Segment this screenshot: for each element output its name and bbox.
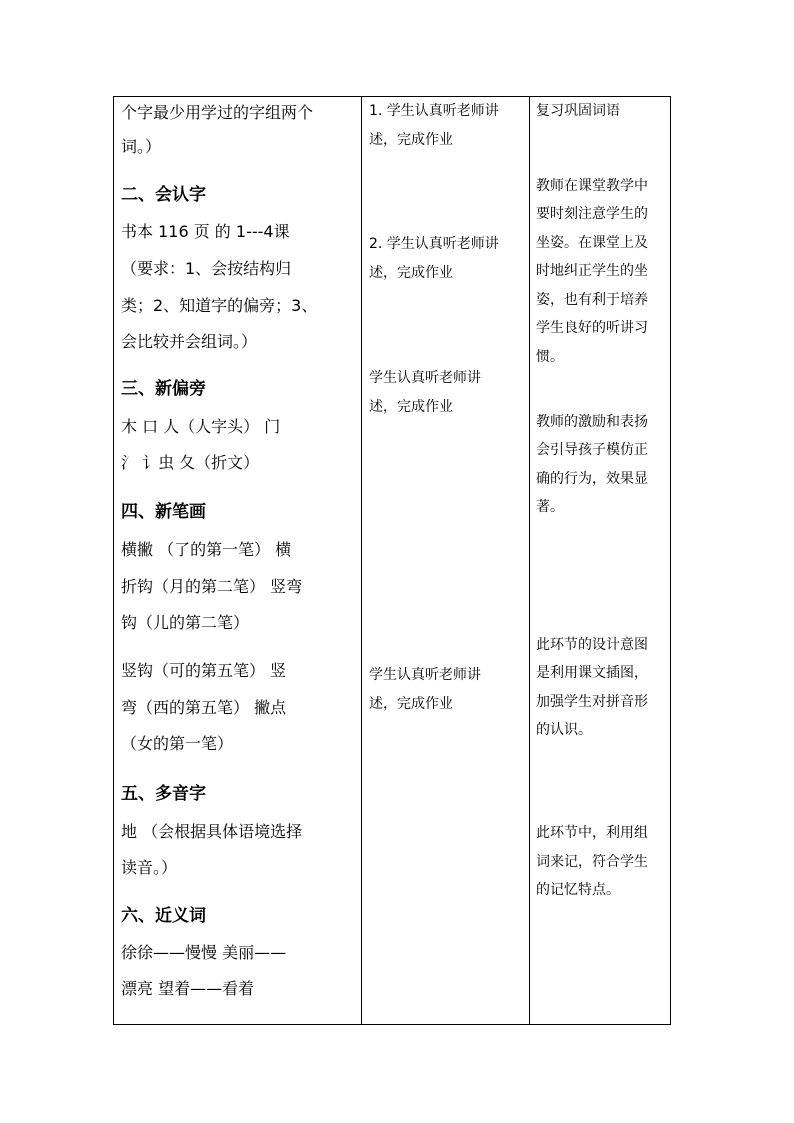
intent-line: 复习巩固词语	[536, 103, 620, 119]
activity-line: 学生认真听老师讲	[369, 667, 481, 683]
content-line: 氵 讠虫 夂（折文）	[121, 453, 260, 472]
intent-line: 要时刻注意学生的	[536, 206, 648, 222]
content-line: 词。）	[121, 137, 162, 156]
content-line: 地 （会根据具体语境选择	[121, 822, 303, 841]
intent-line: 词来记，符合学生	[536, 854, 648, 870]
content-line: 个字最少用学过的字组两个	[121, 103, 314, 122]
content-line: 钩（儿的第二笔）	[121, 613, 250, 632]
intent-line: 著。	[536, 499, 564, 515]
intent-line: 是利用课文插图，	[536, 665, 648, 681]
activity-line: 述，完成作业	[369, 132, 453, 148]
activity-line: 2. 学生认真听老师讲	[369, 236, 499, 252]
content-line: （女的第一笔）	[121, 734, 234, 753]
content-line: 木 口 人（人字头） 门	[121, 417, 281, 436]
section-heading: 五、多音字	[121, 784, 206, 804]
intent-line: 此环节中，利用组	[536, 825, 648, 841]
content-line: 折钩（月的第二笔） 竖弯	[121, 577, 303, 596]
intent-line: 此环节的设计意图	[536, 637, 648, 653]
content-line: 徐徐——慢慢 美丽——	[121, 943, 287, 962]
content-line: 弯（西的第五笔） 撇点	[121, 698, 287, 717]
lesson-table	[113, 96, 671, 1025]
content-line: 类；2、知道字的偏旁；3、	[121, 296, 318, 315]
column-divider-1	[361, 97, 362, 1024]
intent-line: 的记忆特点。	[536, 882, 620, 898]
intent-line: 确的行为，效果显	[536, 471, 648, 487]
activity-line: 述，完成作业	[369, 399, 453, 415]
content-line: 竖钩（可的第五笔） 竖	[121, 661, 287, 680]
intent-line: 会引导孩子模仿正	[536, 442, 648, 458]
intent-line: 加强学生对拼音形	[536, 694, 648, 710]
activity-line: 1. 学生认真听老师讲	[369, 103, 499, 119]
intent-line: 时地纠正学生的坐	[536, 263, 648, 279]
activity-line: 学生认真听老师讲	[369, 370, 481, 386]
section-heading: 四、新笔画	[121, 502, 206, 522]
activity-line: 述，完成作业	[369, 265, 453, 281]
content-line: 会比较并会组词。）	[121, 332, 258, 351]
content-line: 读音。）	[121, 858, 178, 877]
intent-line: 学生良好的听讲习	[536, 320, 648, 336]
content-line: 漂亮 望着——看着	[121, 979, 255, 998]
content-line: 横撇 （了的第一笔） 横	[121, 540, 292, 559]
content-line: 书本 116 页 的 1---4课	[121, 222, 290, 241]
section-heading: 三、新偏旁	[121, 379, 206, 399]
intent-line: 姿，也有利于培养	[536, 292, 648, 308]
column-divider-2	[529, 97, 530, 1024]
content-line: （要求：1、会按结构归	[121, 259, 292, 278]
intent-line: 坐姿。在课堂上及	[536, 235, 648, 251]
intent-line: 教师在课堂教学中	[536, 178, 648, 194]
intent-line: 惯。	[536, 349, 564, 365]
activity-line: 述，完成作业	[369, 696, 453, 712]
intent-line: 的认识。	[536, 722, 592, 738]
intent-line: 教师的激励和表扬	[536, 414, 648, 430]
section-heading: 二、会认字	[121, 185, 206, 205]
section-heading: 六、近义词	[121, 906, 206, 926]
